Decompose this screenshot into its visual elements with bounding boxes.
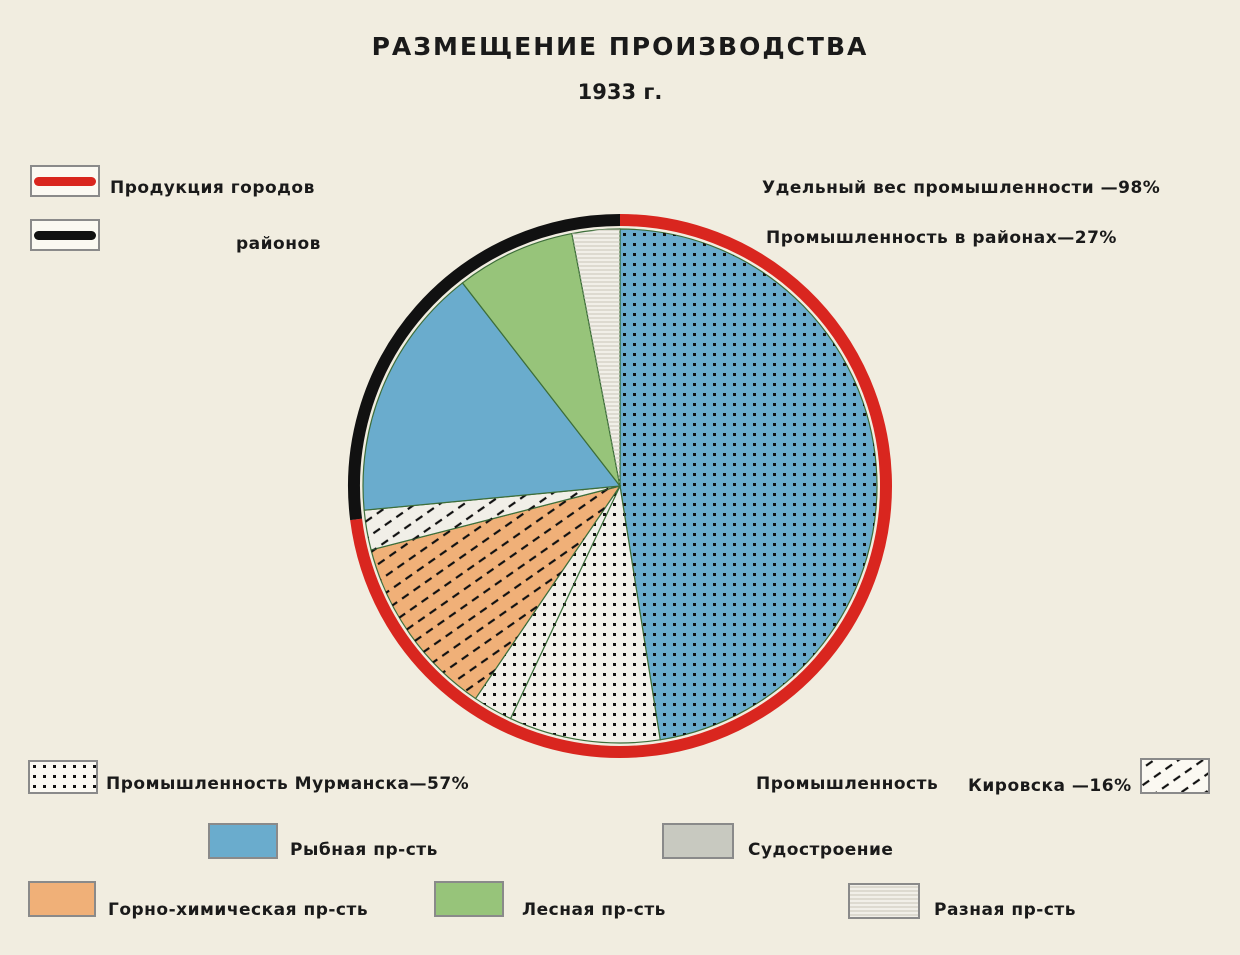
kirovsk-legend-label-b: Кировска —16% [968, 776, 1132, 796]
mining-legend-swatch [28, 881, 96, 917]
murmansk-legend-label: Промышленность Мурманска—57% [106, 774, 470, 794]
shipbuilding-legend-swatch [662, 823, 734, 859]
shipbuilding-legend-label: Судостроение [748, 840, 894, 860]
fishing-legend-swatch [208, 823, 278, 859]
forestry-legend-swatch [434, 881, 504, 917]
fishing-legend-label: Рыбная пр-сть [290, 840, 438, 860]
kirovsk-legend-swatch [1140, 758, 1210, 794]
cities-legend-label: Продукция городов [110, 178, 315, 198]
pie-slices [363, 229, 877, 743]
district-industry-annotation: Промышленность в районах—27% [766, 228, 1117, 248]
misc-legend-label: Разная пр-сть [934, 900, 1077, 920]
chart-title: РАЗМЕЩЕНИЕ ПРОИЗВОДСТВА [371, 32, 869, 61]
forestry-legend-label: Лесная пр-сть [522, 900, 666, 920]
mining-legend-label: Горно-химическая пр-сть [108, 900, 369, 920]
kirovsk-legend-label-a: Промышленность [756, 774, 939, 794]
pie-slice-pattern-0 [620, 229, 877, 740]
misc-legend-swatch [848, 883, 920, 919]
murmansk-legend-swatch [28, 760, 98, 794]
industry-share-annotation: Удельный вес промышленности —98% [762, 178, 1161, 198]
districts-legend-label: районов [236, 234, 321, 254]
chart-subtitle: 1933 г. [577, 80, 663, 104]
